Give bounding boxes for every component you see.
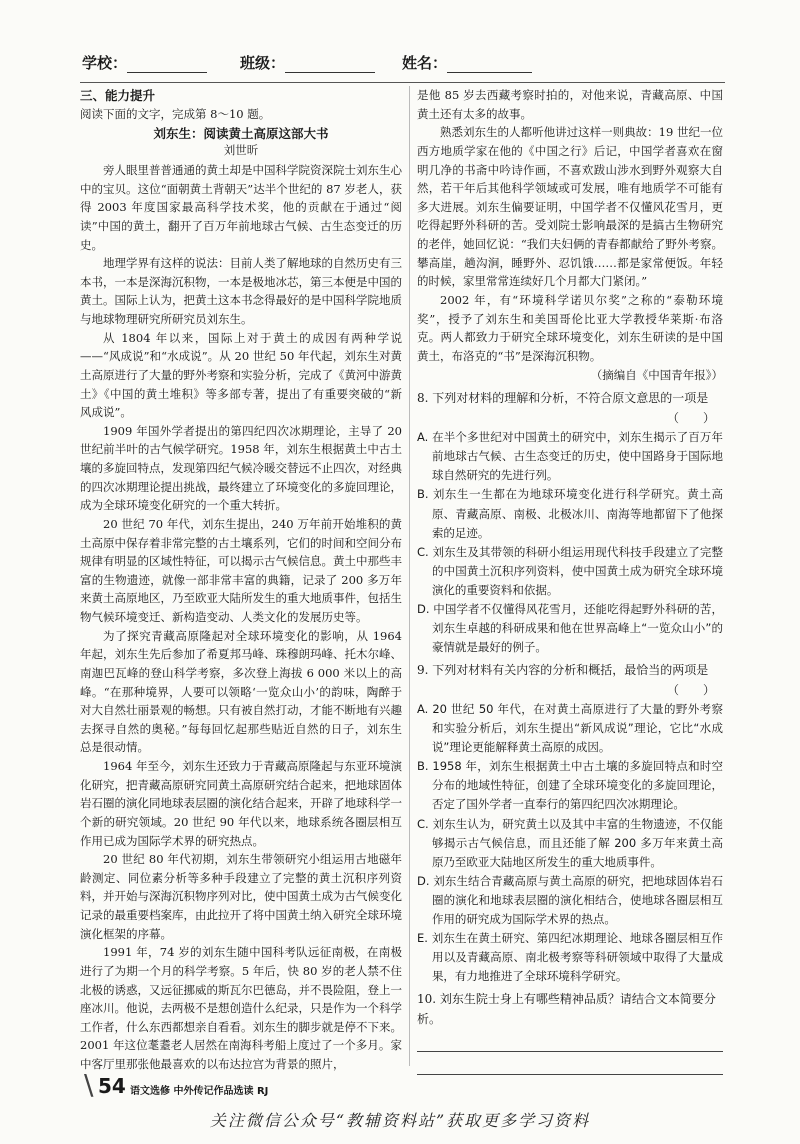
question-stem: 9. 下列对材料有关内容的分析和概括，最恰当的两项是 [417,663,709,678]
article-paragraph: 2002 年，有“环境科学诺贝尔奖”之称的“泰勒环境奖”，授予了刘东生和美国哥伦比亚大学教授华莱斯·布洛克。两人都致力于研究全球环境变化，刘东生研读的是中国黄土，布洛克的“书”是深海沉积物。 [417,292,723,363]
option-b[interactable]: B. 1958 年，刘东生根据黄土中古土壤的多旋回特点和时空分布的地域性特征，创建了全球环境变化的多旋回理论，否定了国外学者一直奉行的第四纪四次冰期理论。 [417,759,723,812]
question-10 [417,990,723,1075]
left-column [80,86,402,1074]
class-field: 班级： [240,52,375,73]
article-paragraph: 是他 85 岁去西藏考察时拍的，对他来说，青藏高原、中国黄土还有太多的故事。 [417,88,723,121]
question-8 [417,389,723,657]
article-paragraph: 20 世纪 80 年代初期，刘东生带领研究小组运用古地磁年龄测定、同位素分析等多种手段建立了完整的黄土沉积序列资料，并开始与深海沉积物序列对比，使中国黄土成为古气候变化记录的最重要档案库，由此拉开了将中国黄土纳入研究全球环境演化框架的序幕。 [80,852,402,941]
option-d[interactable]: D. 刘东生结合青藏高原与黄土高原的研究，把地球固体岩石圈的演化和地球表层圈的演化相结合，使地球各圈层相互作用的研究成为国际学术界的热点。 [417,873,723,926]
option-e[interactable]: E. 刘东生在黄土研究、第四纪冰期理论、地球各圈层相互作用以及青藏高原、南北极考察等科研领域中取得了大量成果，有力地推进了全球环境科学研究。 [417,931,723,984]
book-title: 语文选修 中外传记作品选读 RJ [130,1086,269,1097]
page-slash-icon: \ [84,1068,94,1101]
question-9 [417,661,723,986]
option-c[interactable]: C. 刘东生及其带领的科研小组运用现代科技手段建立了完整的中国黄土沉积序列资料，使中国黄土成为研究全球环境演化的重要资料和依据。 [417,544,723,597]
question-stem: 8. 下列对材料的理解和分析，不符合原文意思的一项是 [417,391,709,406]
article-paragraph: 旁人眼里普普通通的黄土却是中国科学院资深院士刘东生心中的宝贝。这位“面朝黄土背朝天”达半个世纪的 87 岁老人，获得 2003 年度国家最高科学技术奖，他的贡献在于通过“阅读”中国的黄土，翻开了百万年前地球古气候、古生态变迁的历史。 [80,163,402,252]
article-paragraph: 20 世纪 70 年代，刘东生提出，240 万年前开始堆积的黄土高原中保存着非常完整的古土壤系列，它们的时间和空间分布规律有明显的区域性特征，可以揭示古气候信息。黄土中那些丰富的生物遗迹，就像一部非常丰富的典籍，记录了 200 多万年来黄土高原地区，乃至欧亚大陆所发生的重大地质事件，包括生物气候环境变迁、新构造变动、人类文化的发展历史等。 [80,516,402,624]
option-c[interactable]: C. 刘东生认为，研究黄土以及其中丰富的生物遗迹，不仅能够揭示古气候信息，而且还能了解 200 多万年来黄土高原乃至欧亚大陆地区所发生的重大地质事件。 [417,816,723,869]
article-paragraph: 1909 年国外学者提出的第四纪四次冰期理论，主导了 20 世纪前半叶的古气候学研究。1958 年，刘东生根据黄土中古土壤的多旋回特点，发现第四纪气候冷暖交替远不止四次，对经典的四次冰期理论提出挑战，最终建立了环境变化的多旋回理论，成为全球环境变化研究的一个重大转折。 [80,423,402,513]
option-b[interactable]: B. 刘东生一生都在为地球环境变化进行科学研究。黄土高原、青藏高原、南极、北极冰川、南海等地都留下了他探索的足迹。 [417,487,723,540]
article-paragraph: 地理学界有这样的说法：目前人类了解地球的自然历史有三本书，一本是深海沉积物，一本是极地冰芯，第三本便是中国的黄土。国际上认为，把黄土这本书念得最好的是中国科学院地质与地球物理研究所研究员刘东生。 [80,256,402,326]
answer-line[interactable] [417,1052,723,1075]
article-paragraph: 从 1804 年以来，国际上对于黄土的成因有两种学说——“风成说”和“水成说”。从 20 世纪 50 年代起，刘东生对黄土高原进行了大量的野外考察和实验分析，完成了《黄河中游黄土》《中国的黄土堆积》等多部专著，提出了有重要突破的“新风成说”。 [80,330,402,420]
student-info-header [82,52,732,74]
option-a[interactable]: A. 在半个多世纪对中国黄土的研究中，刘东生揭示了百万年前地球古气候、古生态变迁的历史，使中国路身于国际地球自然研究的先进行列。 [417,430,723,483]
option-a[interactable]: A. 20 世纪 50 年代，在对黄土高原进行了大量的野外考察和实验分析后，刘东生提出“新风成说”理论，它比“水成说”理论更能解释黄土高原的成因。 [417,702,723,755]
page-number: 54 [98,1074,126,1098]
name-field: 姓名： [402,52,532,73]
section-instruction: 阅读下面的文字，完成第 8～10 题。 [80,107,271,121]
class-blank[interactable] [285,56,375,73]
article-paragraph: 1991 年，74 岁的刘东生随中国科考队远征南极，在南极进行了为期一个月的科学考察。5 年后，快 80 岁的老人禁不住北极的诱惑，又远征挪威的斯瓦尔巴德岛，并不畏险阻，登上一座冰川。他说，去两极不是想创造什么纪录，只是作为一个科学工作者，什么东西都想亲自看看。刘东生的脚步就是停不下来。2001 年这位耄耋老人居然在南海科考船上度过了一个多月。家中客厅里那张他最喜欢的以布达拉宫为背景的照片， [80,945,402,1071]
answer-bracket[interactable]: （ ） [666,410,715,425]
answer-bracket[interactable]: （ ） [666,682,715,697]
article-paragraph: 为了探究青藏高原隆起对全球环境变化的影响，从 1964 年起，刘东生先后参加了希夏邦马峰、珠穆朗玛峰、托木尔峰、南迦巴瓦峰的登山科学考察，多次登上海拔 6 000 米以上的高峰。“在那种境界，人要可以领略‘一览众山小’的韵味，陶醉于对大自然壮丽景观的畅想。只有被自然打动，才能不断地有兴趣去探寻自然的奥秘。”每每回忆起那些贴近自然的日子，刘东生总是很动情。 [80,628,402,755]
section-title: 三、能力提升 [80,88,156,103]
school-field: 学校： [82,52,207,73]
right-column [417,86,723,1075]
school-blank[interactable] [127,56,207,73]
option-d[interactable]: D. 中国学者不仅懂得风花雪月，还能吃得起野外科研的苦，刘东生卓越的科研成果和他在世界高峰上“一览众山小”的豪情就是最好的例子。 [417,601,723,655]
answer-line[interactable] [417,1029,723,1052]
article-paragraph: 1964 年至今，刘东生还致力于青藏高原隆起与东亚环境演化研究，把青藏高原研究同黄土高原研究结合起来，把地球固体岩石圈的演化同地球表层圈的演化结合起来，开辟了地球科学一个新的研究领域。20 世纪 90 年代以来，地球系统各圈层相互作用已成为国际学术界的研究热点。 [80,759,402,848]
name-blank[interactable] [447,56,532,73]
header-rule [80,82,725,83]
column-divider [409,86,410,1066]
promo-note: 关注微信公众号“教辅资料站”获取更多学习资料 [209,1111,591,1130]
article-source: （摘编自《中国青年报》） [590,368,723,383]
question-stem: 10. 刘东生院士身上有哪些精神品质？请结合文本简要分析。 [417,992,716,1026]
article-title: 刘东生：阅读黄土高原这部大书 [153,126,329,141]
article-author: 刘世昕 [223,143,259,157]
article-paragraph: 熟悉刘东生的人都听他讲过这样一则典故：19 世纪一位西方地质学家在他的《中国之行》后记，中国学者喜欢在窗明几净的书斋中吟诗作画，不喜欢跋山涉水到野外观察大自然，若干年后其他科学领域或可发展，唯有地质学不可能有多大进展。刘东生偏要证明，中国学者不仅懂风花雪月，更吃得起野外科研的苦。受刘院士影响最深的是搞古生物研究的老伴，她回忆说：“我们夫妇俩的青春都献给了野外考察。攀高崖，趟沟涧，睡野外、忍饥饿……都是家常便饭。年轻的时候，家里常常连续好几个月都大门紧闭。” [417,125,723,289]
